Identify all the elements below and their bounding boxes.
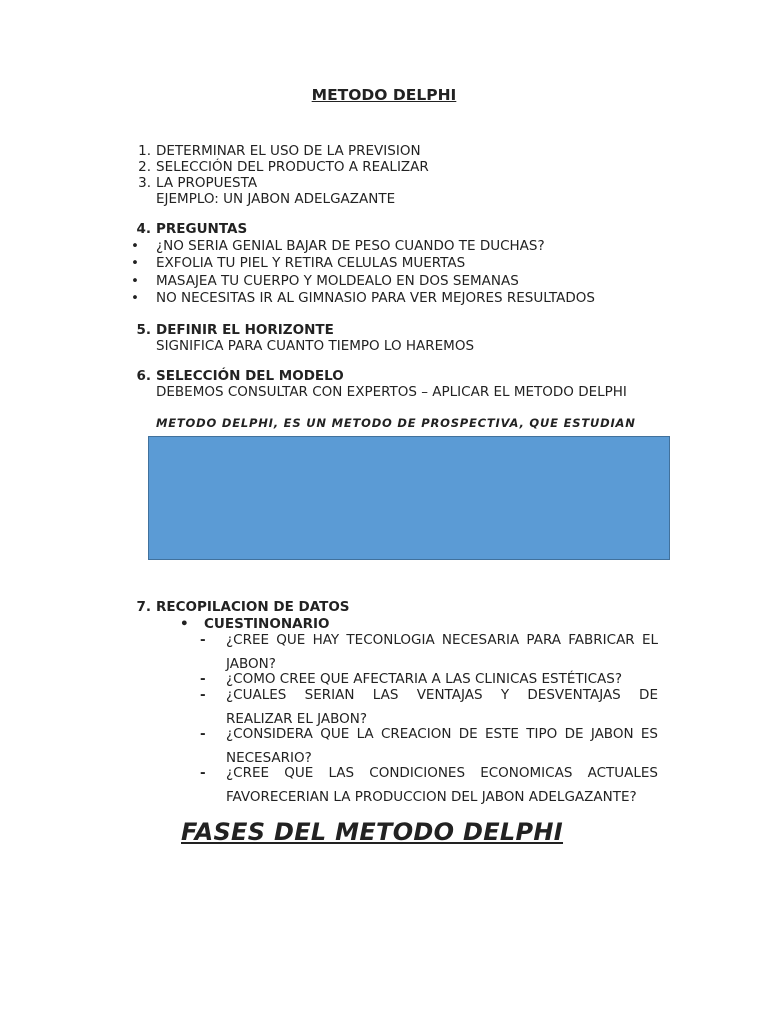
heading-text: DEFINIR EL HORIZONTE [156,322,334,338]
question-text-cont: REALIZAR EL JABON? [226,711,368,727]
question-text-cont: JABON? [226,656,276,672]
modelo-text: DEBEMOS CONSULTAR CON EXPERTOS – APLICAR EL METODO DELPHI [156,384,627,400]
list-number: 2. [138,159,151,175]
list-text: LA PROPUESTA [156,175,258,191]
list-number: 1. [138,143,151,159]
horizonte-text: SIGNIFICA PARA CUANTO TIEMPO LO HAREMOS [156,338,475,354]
question-text: ¿COMO CREE QUE AFECTARIA A LAS CLINICAS ESTÉTICAS? [226,671,623,687]
bullet-item [131,290,595,306]
bullet-icon: • [131,290,139,306]
question-text: ¿CUALES SERIAN LAS VENTAJAS Y DESVENTAJAS DE [226,687,658,703]
list-number: 3. [138,175,151,191]
ejemplo-text: EJEMPLO: UN JABON ADELGAZANTE [156,191,396,207]
dash-icon: - [200,765,206,781]
recopilacion-heading [133,599,350,615]
dash-icon: - [200,687,206,703]
question-text: ¿CONSIDERA QUE LA CREACION DE ESTE TIPO DE JABON ES [226,726,658,742]
bullet-icon: • [131,255,139,271]
bullet-item [131,273,519,289]
list-text: DETERMINAR EL USO DE LA PREVISION [156,143,421,159]
question-text-cont: FAVORECERIAN LA PRODUCCION DEL JABON ADELGAZANTE? [226,789,637,805]
question-text: ¿CREE QUE LAS CONDICIONES ECONOMICAS ACTUALES [226,765,658,781]
preguntas-heading [133,221,248,237]
bullet-text: NO NECESITAS IR AL GIMNASIO PARA VER MEJORES RESULTADOS [156,290,595,306]
bullet-icon: • [180,616,189,632]
heading-text: RECOPILACION DE DATOS [156,599,350,615]
list-item [133,159,429,175]
heading-text: CUESTINONARIO [204,616,330,632]
page-title: METODO DELPHI [311,86,457,104]
dash-icon: - [200,726,206,742]
list-text: SELECCIÓN DEL PRODUCTO A REALIZAR [156,159,429,175]
list-item [133,175,258,191]
dash-icon: - [200,671,206,687]
dash-icon: - [200,632,206,648]
blue-box [148,436,670,560]
list-item [133,143,421,159]
heading-text: SELECCIÓN DEL MODELO [156,368,344,384]
list-number: 6. [136,368,151,384]
question-text: ¿CREE QUE HAY TECONLOGIA NECESARIA PARA FABRICAR EL [226,632,658,648]
horizonte-heading [133,322,334,338]
heading-text: PREGUNTAS [156,221,248,237]
modelo-heading [133,368,344,384]
bullet-item [131,255,466,271]
list-number: 7. [136,599,151,615]
modelo-definition: METODO DELPHI, ES UN METODO DE PROSPECTIVA, QUE ESTUDIAN [156,416,636,430]
bullet-text: ¿NO SERIA GENIAL BAJAR DE PESO CUANDO TE DUCHAS? [156,238,545,254]
bullet-item [131,238,545,254]
list-number: 5. [136,322,151,338]
bullet-icon: • [131,273,139,289]
bullet-icon: • [131,238,139,254]
list-number: 4. [136,221,151,237]
bullet-text: EXFOLIA TU PIEL Y RETIRA CELULAS MUERTAS [156,255,466,271]
question-text-cont: NECESARIO? [226,750,312,766]
fases-title: FASES DEL METODO DELPHI [181,818,564,846]
cuestionario-heading [180,616,330,632]
bullet-text: MASAJEA TU CUERPO Y MOLDEALO EN DOS SEMANAS [156,273,519,289]
